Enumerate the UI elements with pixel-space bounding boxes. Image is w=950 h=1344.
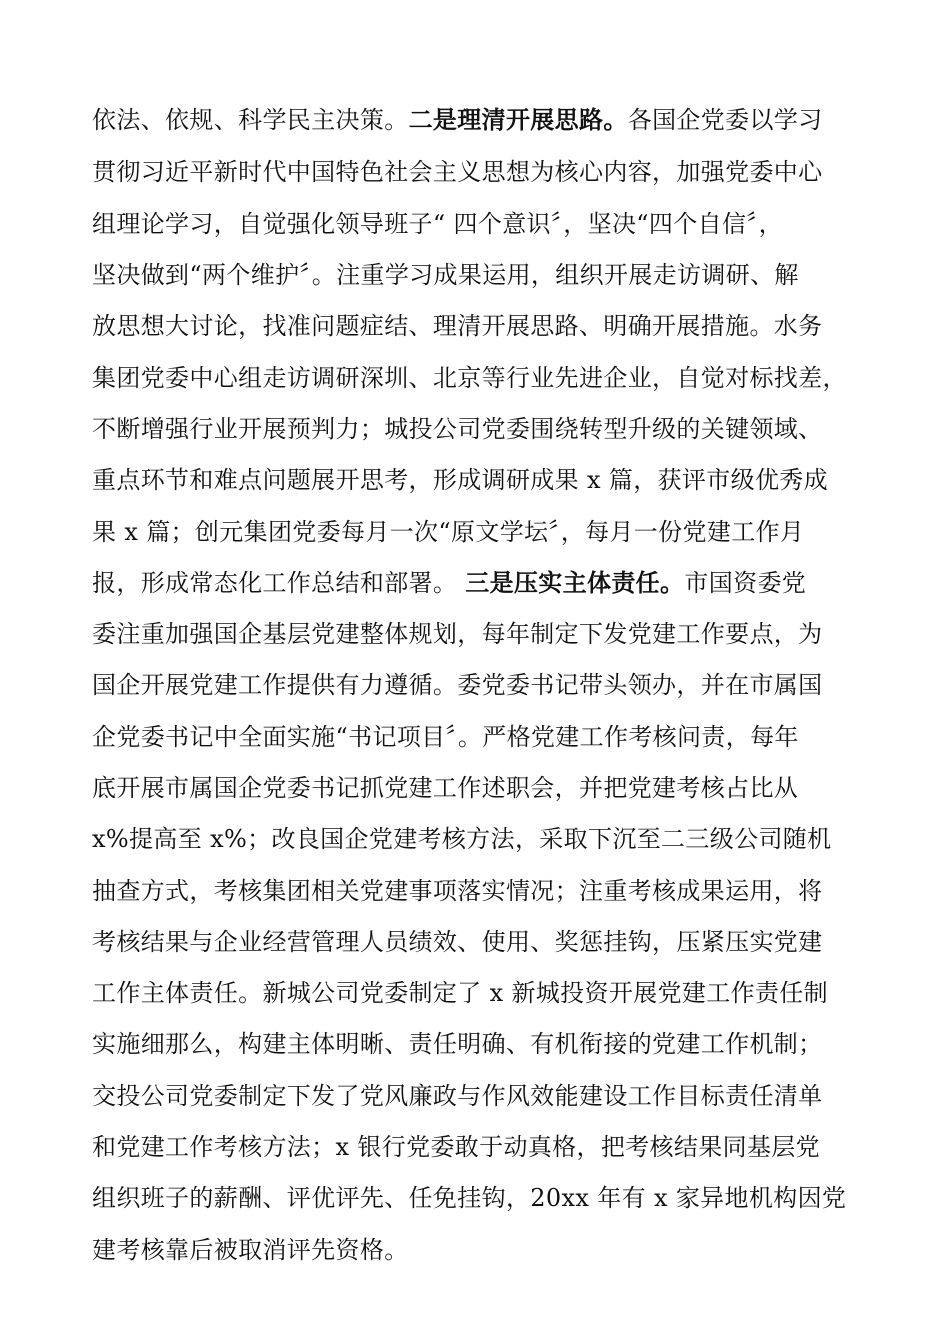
- text-run: 工作主体责任。新城公司党委制定了 x 新城投资开展党建工作责任制: [92, 979, 828, 1007]
- text-line: [92, 614, 823, 654]
- text-line: [92, 255, 799, 295]
- text-line: [92, 152, 823, 192]
- text-run: 组理论学习，自觉强化领导班子“ 四个意识〞，坚决“四个自信〞，: [92, 210, 784, 238]
- text-run: 不断增强行业开展预判力；城投公司党委围绕转型升级的关键领域、: [92, 415, 823, 443]
- text-line: [92, 665, 823, 705]
- text-run: 组织班子的薪酬、评优评先、任免挂钩，20xx 年有 x 家异地机构因党: [92, 1184, 847, 1212]
- text-run: 委注重加强国企基层党建整体规划，每年制定下发党建工作要点，为: [92, 620, 823, 648]
- text-line: [92, 768, 798, 808]
- text-run: 交投公司党委制定下发了党风廉政与作风效能建设工作目标责任清单: [92, 1082, 823, 1110]
- text-line: [92, 460, 828, 500]
- text-run: 国企开展党建工作提供有力遵循。委党委书记带头领办，并在市属国: [92, 671, 823, 699]
- text-line: [92, 1127, 820, 1167]
- text-run: 底开展市属国企党委书记抓党建工作述职会，并把党建考核占比从: [92, 774, 799, 802]
- text-run: 果 x 篇；创元集团党委每月一次“原文学坛〞，每月一份党建工作月: [92, 518, 805, 546]
- text-run: 抽查方式，考核集团相关党建事项落实情况；注重考核成果运用，将: [92, 877, 823, 905]
- text-line: [92, 1178, 846, 1218]
- text-run: 考核结果与企业经营管理人员绩效、使用、奖惩挂钩，压紧压实党建: [92, 928, 823, 956]
- text-run: 依法、依规、科学民主决策。: [92, 106, 409, 134]
- text-line: [92, 204, 783, 244]
- text-run: 和党建工作考核方法；x 银行党委敢于动真格，把考核结果同基层党: [92, 1133, 821, 1161]
- text-run: 实施细那么，构建主体明晰、责任明确、有机衔接的党建工作机制；: [92, 1030, 823, 1058]
- text-line: [92, 717, 799, 757]
- text-line: [92, 100, 823, 140]
- text-line: [92, 1076, 823, 1116]
- text-run: 企党委书记中全面实施“书记项目〞。严格党建工作考核问责，每年: [92, 723, 799, 751]
- text-line: [92, 306, 823, 346]
- text-line: [92, 409, 823, 449]
- text-run: 坚决做到“两个维护〞。注重学习成果运用，组织开展走访调研、解: [92, 261, 799, 289]
- section-heading-3: 三是压实主体责任。: [465, 568, 685, 597]
- text-run: 重点环节和难点问题展开思考，形成调研成果 x 篇，获评市级优秀成: [92, 466, 828, 494]
- text-run: 放思想大讨论，找准问题症结、理清开展思路、明确开展措施。水务: [92, 312, 823, 340]
- text-line: [92, 973, 828, 1013]
- text-line: [92, 563, 806, 603]
- text-line: [92, 358, 847, 398]
- text-run: 报，形成常态化工作总结和部署。: [92, 569, 466, 597]
- text-run: 市国资委党: [684, 569, 807, 597]
- text-line: [92, 819, 832, 859]
- text-run: 集团党委中心组走访调研深圳、北京等行业先进企业，自觉对标找差，: [92, 364, 847, 392]
- text-line: [92, 512, 804, 552]
- text-run: 贯彻习近平新时代中国特色社会主义思想为核心内容，加强党委中心: [92, 158, 823, 186]
- text-run: 建考核靠后被取消评先资格。: [92, 1236, 409, 1264]
- text-line: [92, 922, 823, 962]
- text-line: [92, 1024, 823, 1064]
- text-line: [92, 871, 823, 911]
- text-run: x%提高至 x%；改良国企党建考核方法，采取下沉至二三级公司随机: [92, 825, 832, 853]
- text-line: [92, 1230, 409, 1270]
- text-run: 各国企党委以学习: [627, 106, 823, 134]
- section-heading-2: 二是理清开展思路。: [408, 105, 628, 134]
